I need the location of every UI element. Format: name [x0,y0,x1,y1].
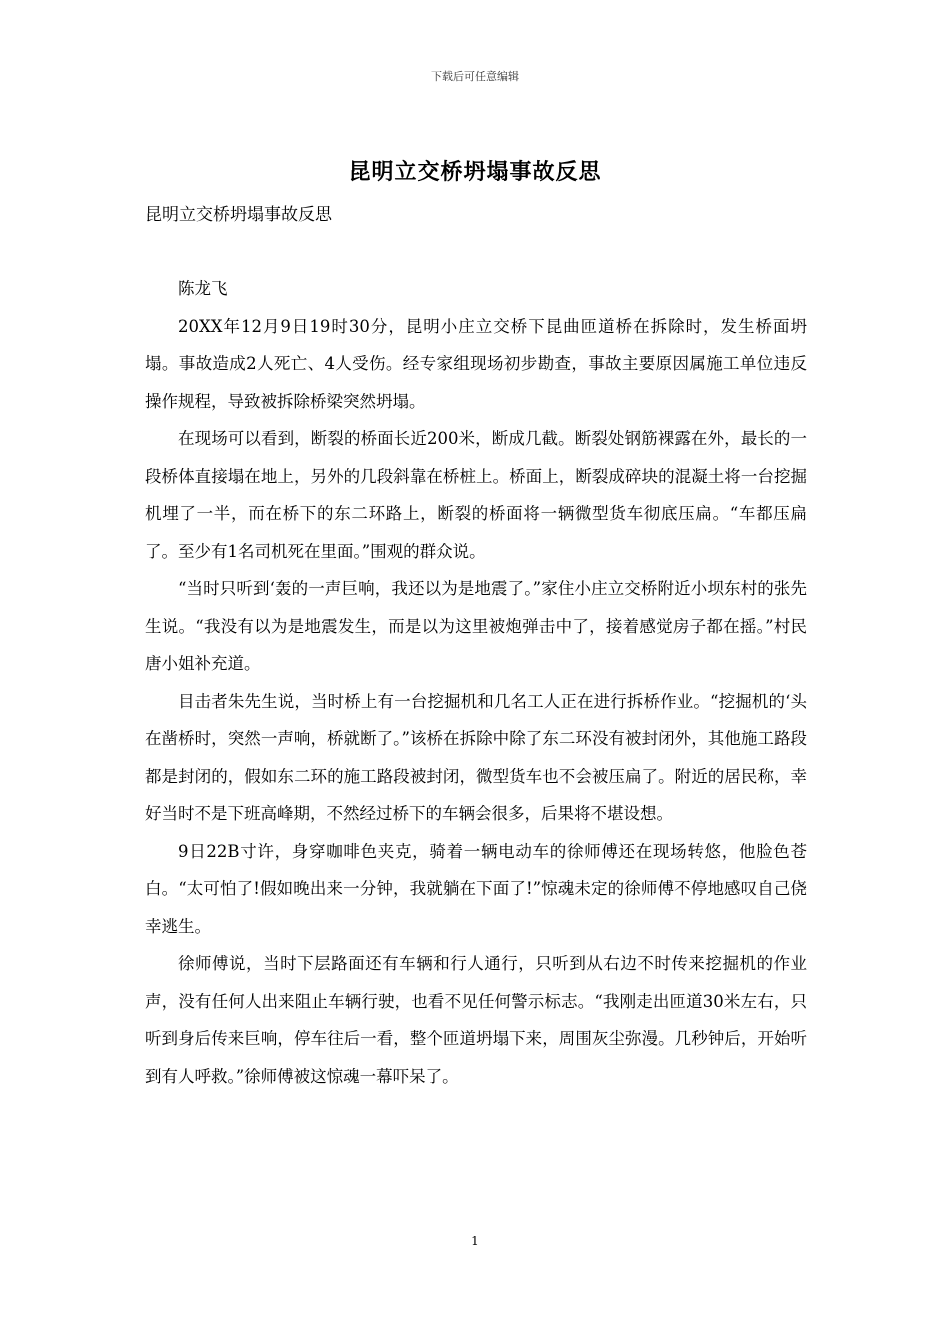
paragraph: 20XX年12月9日19时30分，昆明小庄立交桥下昆曲匝道桥在拆除时，发生桥面坍塌。事故造成2人死亡、4人受伤。经专家组现场初步勘查，事故主要原因属施工单位违反操作规程，导致被拆除桥梁突然坍塌。 [145,316,807,411]
paragraph: “当时只听到‘轰的一声巨响，我还以为是地震了。”家住小庄立交桥附近小坝东村的张先生说。“我没有以为是地震发生，而是以为这里被炮弹击中了，接着感觉房子都在摇。”村民唐小姐补充道。 [145,579,807,673]
document-body [145,270,807,1095]
paragraph: 在现场可以看到，断裂的桥面长近200米，断成几截。断裂处钢筋裸露在外，最长的一段桥体直接塌在地上，另外的几段斜靠在桥桩上。桥面上，断裂成碎块的混凝土将一台挖掘机埋了一半，而在桥下的东二环路上，断裂的桥面将一辆微型货车彻底压扁。“车都压扁了。至少有1名司机死在里面。”围观的群众说。 [145,429,807,561]
author-line: 陈龙飞 [178,279,228,298]
paragraph: 9日22B寸许，身穿咖啡色夹克，骑着一辆电动车的徐师傅还在现场转悠，他脸色苍白。“太可怕了!假如晚出来一分钟，我就躺在下面了!”惊魂未定的徐师傅不停地感叹自己侥幸逃生。 [145,841,807,936]
document-subtitle: 昆明立交桥坍塌事故反思 [145,205,332,225]
document-title: 昆明立交桥坍塌事故反思 [348,159,602,185]
page-header: 下载后可任意编辑 [431,70,519,83]
paragraph: 徐师傅说，当时下层路面还有车辆和行人通行，只听到从右边不时传来挖掘机的作业声，没有任何人出来阻止车辆行驶，也看不见任何警示标志。“我刚走出匝道30米左右，只听到身后传来巨响，停车往后一看，整个匝道坍塌下来，周围灰尘弥漫。几秒钟后，开始听到有人呼救。”徐师傅被这惊魂一幕吓呆了。 [145,954,807,1086]
page-number: 1 [471,1234,479,1248]
paragraph: 目击者朱先生说，当时桥上有一台挖掘机和几名工人正在进行拆桥作业。“挖掘机的‘头在凿桥时，突然一声响，桥就断了。”该桥在拆除中除了东二环没有被封闭外，其他施工路段都是封闭的，假如东二环的施工路段被封闭，微型货车也不会被压扁了。附近的居民称，幸好当时不是下班高峰期，不然经过桥下的车辆会很多，后果将不堪设想。 [145,691,807,823]
